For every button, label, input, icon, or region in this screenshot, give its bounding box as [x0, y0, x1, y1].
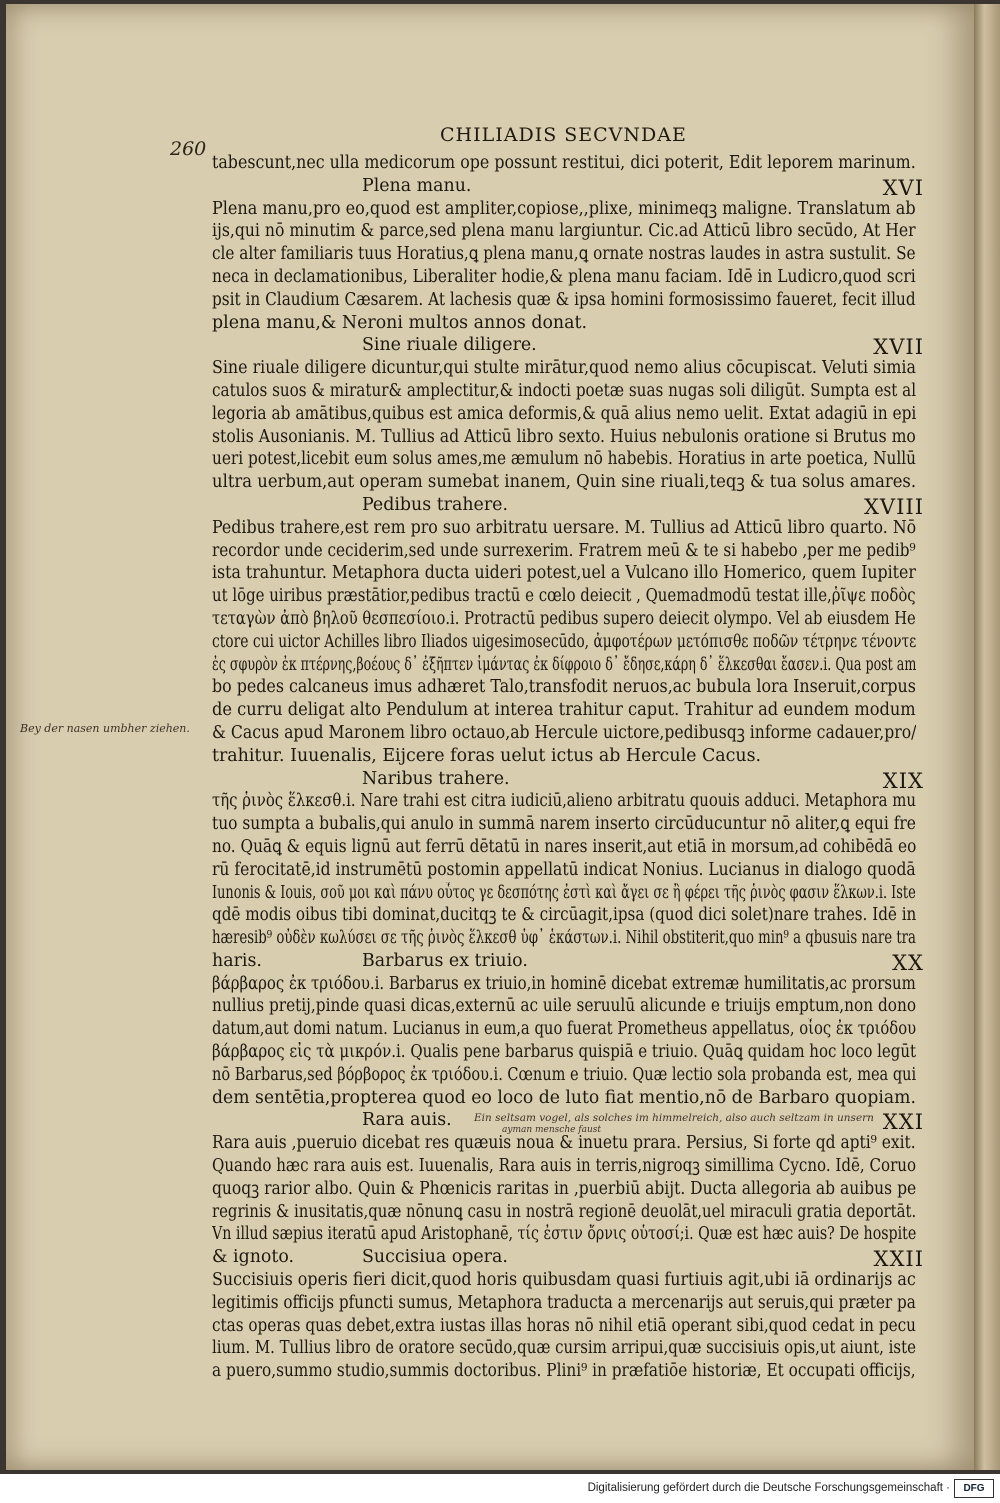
- text-line: datum,aut domi natum. Lucianus in eum,a quo fuerat Prometheus appellatus, οἷος ἐκ τριόδου: [212, 1019, 916, 1040]
- text-line: τεταγὼν ἀπὸ βηλοῦ θεσπεσίοιο.i. Protractū pedibus supero deiecit olympo. Vel ab eiusdem He: [212, 608, 916, 629]
- text-line: quoqꝫ rarior albo. Quin & Phœnicis raritas in ,puerbiū abijt. Ducta allegoria ab auibus pe: [212, 1178, 916, 1199]
- page-number: 260: [170, 138, 207, 160]
- text-line: Pedibus trahere,est rem pro suo arbitratu uersare. M. Tullius ad Atticū libro quarto. Nō: [212, 517, 916, 538]
- adage-title: Plena manu.: [362, 175, 472, 196]
- line-ending: & ignoto.: [212, 1247, 295, 1268]
- text-line: legitimis officijs pfuncti sumus, Metaphora traducta a mercenarijs aut seruis,qui præter pa: [212, 1292, 916, 1313]
- text-line: legoria ab amātibus,quibus est amica deformis,& quā alius nemo uelit. Extat adagiū in epi: [212, 403, 916, 424]
- adage-heading: [212, 334, 924, 360]
- text-line: catulos suos & miratur& amplectitur,& indocti poetæ suas nugas soli diligūt. Sumpta est al: [212, 380, 916, 401]
- text-line: nullius pretij,pinde quasi dicas,externū ac uile seruulū alicunde e triuijs emptum,non dono: [212, 996, 916, 1017]
- text-line: Iunonis & Iouis, σοῦ μοι καὶ πάνυ οὗτος γε δεσπότης ἐστὶ καὶ ἄγει σε ἢ φέρει τῆς ῥινὸς φασιν ἕλκων.i. Iste: [212, 882, 916, 903]
- adage-heading: [212, 950, 924, 975]
- handwritten-interlinear-note: Ein seltsam vogel, als solches im himmelreich, also auch seltzam in unsern: [474, 1112, 874, 1125]
- text-line: recordor unde ceciderim,sed unde surrexerim. Fratrem meū & te si habebo ,per me pedib⁹: [212, 540, 916, 561]
- adage-title: Barbarus ex triuio.: [362, 950, 528, 971]
- footer-bar: [0, 1474, 1000, 1503]
- text-line: βάρβαρος ἐκ τριόδου.i. Barbarus ex triuio,in hominē dicebat extremæ humilitatis,ac prorsum: [212, 973, 916, 994]
- funding-note: Digitalisierung gefördert durch die Deutsche Forschungsgemeinschaft ·: [587, 1482, 950, 1494]
- handwritten-interlinear-note: ayman mensche faust: [502, 1125, 602, 1136]
- adage-number: XXI: [882, 1110, 924, 1135]
- text-line: Quando hæc rara auis est. Iuuenalis, Rara auis in terris,nigroqꝫ simillima Cycno. Idē, Coruo: [212, 1156, 916, 1177]
- text-line: psit in Claudium Cæsarem. At lachesis quæ & ipsa homini formosissimo faueret, fecit illud: [212, 289, 916, 310]
- line-ending: haris.: [212, 950, 262, 971]
- adage-heading: [212, 768, 924, 793]
- text-line: cle alter familiaris tuus Horatius,ꝗ plena manu,ꝗ ornate nostras laudes in astra sustulit. Se: [212, 244, 916, 265]
- adage-heading: [212, 175, 924, 200]
- adage-heading: [212, 494, 924, 519]
- text-line: a puero,summo studio,summis doctoribus. Plini⁹ in præfatiōe historiæ, Et occupati officijs,: [212, 1361, 916, 1382]
- text-line: hæresib⁹ οὐδὲν κωλύσει σε τῆς ῥινὸς ἕλκεσθ ὑφ᾽ ἑκάστων.i. Nihil obstiterit,quo min⁹ a qbusuis nare tra: [212, 928, 916, 949]
- text-line: & Cacus apud Maronem libro octauo,ab Hercule uictore,pedibusqꝫ informe cadauer,pro/: [212, 722, 916, 743]
- adage-heading: [212, 1246, 924, 1272]
- text-line: tabescunt,nec ulla medicorum ope possunt restitui, dici poterit, Edit leporem marinum.: [212, 153, 916, 173]
- text-line: Succisiuis operis fieri dicit,quod horis quibusdam quasi furtiuis agit,ubi iā ordinarijs ac: [212, 1270, 916, 1291]
- text-line: no. Quāꝗ & equis lignū aut ferrū dētatū in nares inserit,aut etiā in morsum,ad cohibēdā eo: [212, 836, 916, 857]
- text-line: bo pedes calcaneus imus adhæret Talo,transfodit neruos,ac bubula lora Inseruit,corpus: [212, 677, 916, 698]
- adage-title: Rara auis.: [362, 1110, 452, 1131]
- text-line: Sine riuale diligere dicuntur,qui stulte mirātur,quod nemo alius cōcupiscat. Veluti simia: [212, 358, 916, 379]
- text-line: ἐς σφυρὸν ἐκ πτέρνης,βοέους δ᾽ ἐξῆπτεν ἱμάντας ἐκ δίφροιο δ᾽ ἔδησε,κάρη δ᾽ ἕλκεσθαι ἔασεν.i. Qua post am: [212, 654, 916, 675]
- text-line: ueri potest,licebit eum solus ames,me æmulum nō habebis. Horatius in arte poetica, Nullū: [212, 449, 916, 470]
- text-line: βάρβαρος εἰς τὰ μικρόν.i. Qualis pene barbarus quispiā e triuio. Quāꝗ quidam hoc loco legūt: [212, 1042, 916, 1063]
- text-line: plena manu,& Neroni multos annos donat.: [212, 312, 588, 333]
- text-line: nō Barbarus,sed βόρβορος ἐκ τριόδου.i. Cœnum e triuio. Quæ lectio sola probanda est, mea qui: [212, 1064, 916, 1085]
- text-line: tuo sumpta a bubalis,qui anulo in summā narem inserto circūducuntur nō aliter,ꝗ equi fre: [212, 814, 916, 835]
- text-line: trahitur. Iuuenalis, Eijcere foras uelut ictus ab Hercule Cacus.: [212, 745, 762, 766]
- adage-heading: [212, 1109, 924, 1136]
- adage-number: XX: [892, 950, 924, 975]
- text-line: ista trahuntur. Metaphora ducta uideri potest,uel a Vulcano illo Homerico, quem Iupiter: [212, 563, 916, 584]
- text-line: dem sentētia,propterea quod eo loco de luto fiat mentio,nō de Barbaro quopiam.: [212, 1087, 916, 1108]
- adage-number: XVIII: [863, 494, 924, 519]
- text-line: lium. M. Tullius libro de oratore secūdo,quæ cursim arripui,quæ succisiuis opis,ut aiunt, iste: [212, 1338, 916, 1359]
- text-line: ijs,qui nō minutim & parce,sed plena manu largiuntur. Cic.ad Atticū libro secūdo, At Her: [212, 221, 916, 242]
- page-text: [212, 152, 924, 1383]
- adage-number: XVII: [873, 335, 924, 360]
- adage-number: XIX: [882, 768, 924, 793]
- adage-number: XVI: [882, 175, 924, 200]
- text-line: regrinis & inusitatis,quæ nōnunꝗ casu in nostrā regionē deuolāt,uel miraculi gratia deportāt.: [212, 1201, 916, 1222]
- text-line: ultra uerbum,aut operam sumebat inanem, Quin sine riuali,teqꝫ & tua solus amares.: [212, 472, 916, 493]
- adage-number: XXII: [873, 1247, 924, 1272]
- text-line: Rara auis ,pueruio dicebat res quæuis noua & inuetu prara. Persius, Si forte qd apti⁹ exit.: [212, 1133, 916, 1154]
- running-head: CHILIADIS SECVNDAE: [440, 124, 687, 146]
- text-line: Plena manu,pro eo,quod est ampliter,copiose,,plixe, minimeqꝫ maligne. Translatum ab: [212, 198, 916, 219]
- text-line: neca in declamationibus, Liberaliter hodie,& plena manu faciam. Idē in Ludicro,quod scri: [212, 266, 916, 287]
- adage-title: Sine riuale diligere.: [362, 335, 537, 356]
- adage-title: Pedibus trahere.: [362, 494, 508, 515]
- adage-title: Naribus trahere.: [362, 768, 510, 789]
- text-line: stolis Ausonianis. M. Tullius ad Atticū libro sexto. Huius nebulonis oratione si Brutus mo: [212, 426, 916, 447]
- page-gutter: [974, 4, 1000, 1470]
- text-line: qdē modis oibus tibi dominat,ducitqꝫ te & circūagit,ipsa (quod dici solet)nare trahes. Idē in: [212, 905, 916, 926]
- text-line: Vn illud sæpius iteratū apud Aristophanē, τίς ἐστιν ὄρνις οὑτοσί;i. Quæ est hæc auis? De hospite: [212, 1224, 916, 1245]
- text-line: ut lōge uiribus præstātior,pedibus tractū e cœlo deiecit , Quemadmodū testat ille,ῥῖψε ποδὸς: [212, 586, 916, 607]
- handwritten-margin-note: Bey der nasen umbher ziehen.: [20, 722, 190, 735]
- text-line: rū ferocitatē,id instrumētū postomin appellatū indicat Nonius. Lucianus in dialogo quodā: [212, 859, 916, 880]
- adage-title: Succisiua opera.: [362, 1247, 508, 1268]
- text-line: ctore cui uictor Achilles libro Iliados uigesimosecūdo, ἀμφοτέρων μετόπισθε ποδῶν τέτρηνε τένοντε: [212, 631, 916, 652]
- text-line: τῆς ῥινὸς ἕλκεσθ.i. Nare trahi est citra iudiciū,alieno arbitratu quouis adduci. Metaphora mu: [212, 791, 916, 812]
- dfg-logo: DFG: [954, 1479, 994, 1498]
- text-line: de curru deligat alto Pendulum at interea trahitur caput. Trahitur ad eundem modum: [212, 700, 916, 721]
- text-line: ctas operas quas debet,extra iustas illas horas nō nihil etiā operant sibi,quod cedat in pecu: [212, 1315, 916, 1336]
